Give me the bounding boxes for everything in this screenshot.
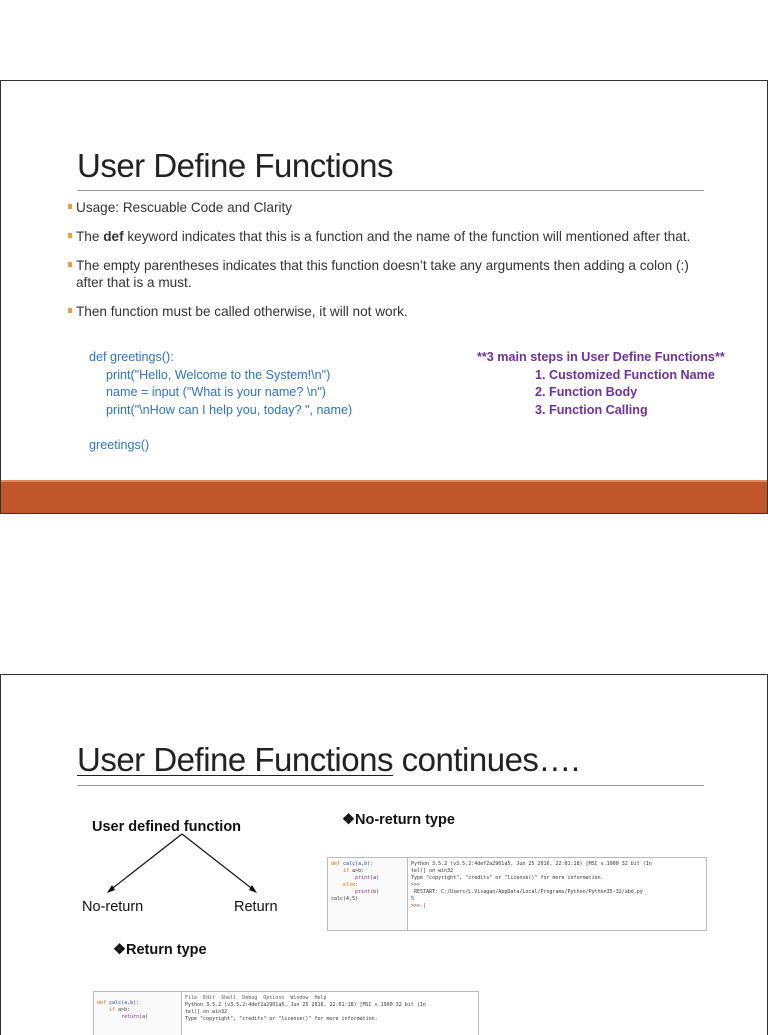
- slide-title: User Define Functions: [77, 147, 393, 184]
- steps-box: [477, 349, 725, 419]
- bullet-list: [69, 199, 709, 332]
- diagram-arrows: [1, 675, 331, 925]
- step-item: 1. Customized Function Name: [535, 367, 715, 382]
- slide-user-define-functions-continues: [0, 674, 768, 1035]
- bullet-item: [69, 228, 709, 245]
- shell-line: 5: [411, 896, 415, 902]
- shell-line: >>> |: [411, 903, 427, 909]
- editor-line: calc(4,5): [331, 896, 359, 902]
- diagram-node-return: Return: [234, 899, 278, 915]
- bullet-marker-icon: [68, 204, 72, 209]
- slide-user-define-functions: [0, 80, 768, 514]
- bullet-text: Then function must be called otherwise, it will not work.: [76, 304, 408, 319]
- return-code-screenshot: [93, 991, 479, 1035]
- footer-bar: [1, 482, 767, 513]
- shell-line: tel)] on win32: [411, 868, 454, 874]
- slide-title-suffix: continues….: [392, 741, 580, 778]
- code-example: [89, 349, 352, 455]
- step-item: 2. Function Body: [535, 385, 638, 400]
- bullet-marker-icon: [68, 308, 72, 313]
- title-rule: [77, 190, 704, 191]
- no-return-heading: ❖No-return type: [342, 812, 455, 828]
- shell-menu-bar: File Edit Shell Debug Options Window Help: [185, 995, 327, 1001]
- diagram-root-label: User defined function: [92, 819, 242, 835]
- code-line: print("Hello, Welcome to the System!\n"): [106, 367, 331, 382]
- slide-title-main: User Define Functions: [77, 741, 393, 778]
- editor-pane: [328, 858, 404, 930]
- shell-pane: [407, 858, 706, 930]
- bullet-item: [69, 199, 709, 216]
- bullet-item: [69, 257, 709, 291]
- bullet-text: The: [76, 229, 104, 244]
- code-line: greetings(): [89, 437, 150, 452]
- bullet-text: Usage: Rescuable Code and Clarity: [76, 200, 293, 215]
- code-line: print("\nHow can I help you, today? ", name): [106, 402, 353, 417]
- editor-pane: [94, 997, 178, 1035]
- arrowhead-left-icon: [107, 885, 115, 893]
- shell-pane: [181, 992, 478, 1035]
- editor-line: if a>b:: [109, 1007, 131, 1013]
- diagram-node-no-return: No-return: [82, 899, 144, 915]
- arrow-right: [182, 834, 255, 891]
- editor-line: return(a): [121, 1014, 149, 1020]
- shell-line: Python 3.5.2 (v3.5.2:4def2a2901a5, Jun 25 2016, 22:01:18) [MSC v.1900 32 bit (In: [185, 1002, 426, 1008]
- shell-line: tel)] on win32: [185, 1009, 228, 1015]
- bullet-text: keyword indicates that this is a function and the name of the function will mentioned after that.: [123, 229, 691, 244]
- editor-line: def calc(a,b):: [331, 861, 374, 867]
- shell-line: RESTART: C:/Users/L.Visagan/AppData/Local/Programs/Python/Python35-32/abd.py: [411, 889, 643, 895]
- bullet-keyword: def: [103, 229, 124, 244]
- bullet-marker-icon: [68, 262, 72, 267]
- editor-line: def calc(a,b):: [97, 1000, 140, 1006]
- arrowhead-right-icon: [249, 885, 257, 893]
- bullet-marker-icon: [68, 233, 72, 238]
- return-heading: ❖Return type: [113, 942, 207, 958]
- editor-line: if a>b:: [343, 868, 365, 874]
- shell-line: Type "copyright", "credits" or "license()" for more information.: [411, 875, 604, 881]
- bullet-item: [69, 303, 709, 320]
- step-item: 3. Function Calling: [535, 402, 648, 417]
- shell-line: >>>: [411, 882, 421, 888]
- shell-line: Type "copyright", "credits" or "license()" for more information.: [185, 1016, 378, 1022]
- steps-heading: **3 main steps in User Define Functions**: [477, 350, 725, 364]
- code-line: name = input ("What is your name? \n"): [106, 385, 326, 400]
- no-return-code-screenshot: [327, 857, 707, 931]
- bullet-text: The empty parentheses indicates that this function doesn’t take any arguments then adding a colon (:) after that is a must.: [76, 258, 689, 290]
- shell-line: Python 3.5.2 (v3.5.2:4def2a2901a5, Jun 25 2016, 22:01:18) [MSC v.1900 32 bit (In: [411, 861, 652, 867]
- code-line: def greetings():: [89, 350, 174, 364]
- editor-line: print(b): [355, 889, 380, 895]
- editor-line: print(a): [355, 875, 380, 881]
- arrow-left: [109, 834, 182, 891]
- editor-line: else:: [343, 882, 359, 888]
